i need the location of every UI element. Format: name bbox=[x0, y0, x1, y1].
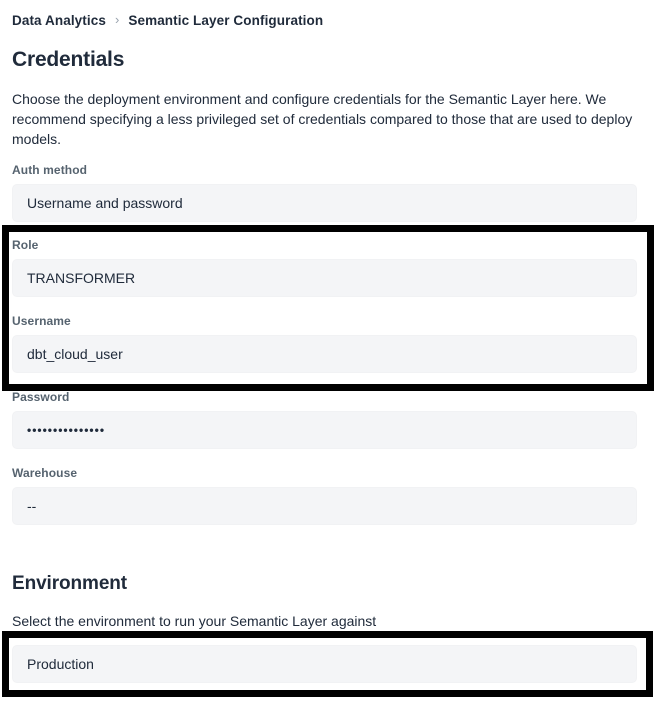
auth-method-label: Auth method bbox=[12, 163, 88, 177]
credentials-section-title: Credentials bbox=[12, 48, 125, 71]
environment-select[interactable]: Production bbox=[12, 645, 637, 683]
field-role bbox=[12, 238, 637, 297]
field-username bbox=[12, 314, 637, 373]
field-password bbox=[12, 390, 637, 449]
credentials-description-line-3: models. bbox=[12, 131, 62, 147]
breadcrumb-separator-icon: › bbox=[114, 12, 120, 27]
credentials-description-line-1: Choose the deployment environment and configure credentials for the Semantic Layer here. We bbox=[12, 91, 607, 107]
warehouse-input[interactable]: -- bbox=[12, 487, 637, 525]
field-warehouse bbox=[12, 466, 637, 525]
environment-description: Select the environment to run your Semantic Layer against bbox=[12, 613, 377, 629]
credentials-description bbox=[12, 89, 652, 149]
role-label: Role bbox=[12, 238, 39, 252]
role-input[interactable]: TRANSFORMER bbox=[12, 259, 637, 297]
field-auth-method bbox=[12, 163, 637, 222]
breadcrumb bbox=[12, 13, 323, 28]
username-input[interactable]: dbt_cloud_user bbox=[12, 335, 637, 373]
warehouse-label: Warehouse bbox=[12, 466, 78, 480]
breadcrumb-item-semantic-layer-configuration: Semantic Layer Configuration bbox=[128, 13, 324, 28]
password-input[interactable]: ••••••••••••••• bbox=[12, 411, 637, 449]
breadcrumb-item-data-analytics[interactable]: Data Analytics bbox=[12, 13, 106, 28]
environment-section-title: Environment bbox=[12, 573, 128, 594]
credentials-description-line-2: recommend specifying a less privileged set of credentials compared to those that are used to deploy bbox=[12, 111, 633, 127]
password-label: Password bbox=[12, 390, 70, 404]
username-label: Username bbox=[12, 314, 71, 328]
auth-method-input[interactable]: Username and password bbox=[12, 184, 637, 222]
field-environment bbox=[12, 645, 637, 683]
